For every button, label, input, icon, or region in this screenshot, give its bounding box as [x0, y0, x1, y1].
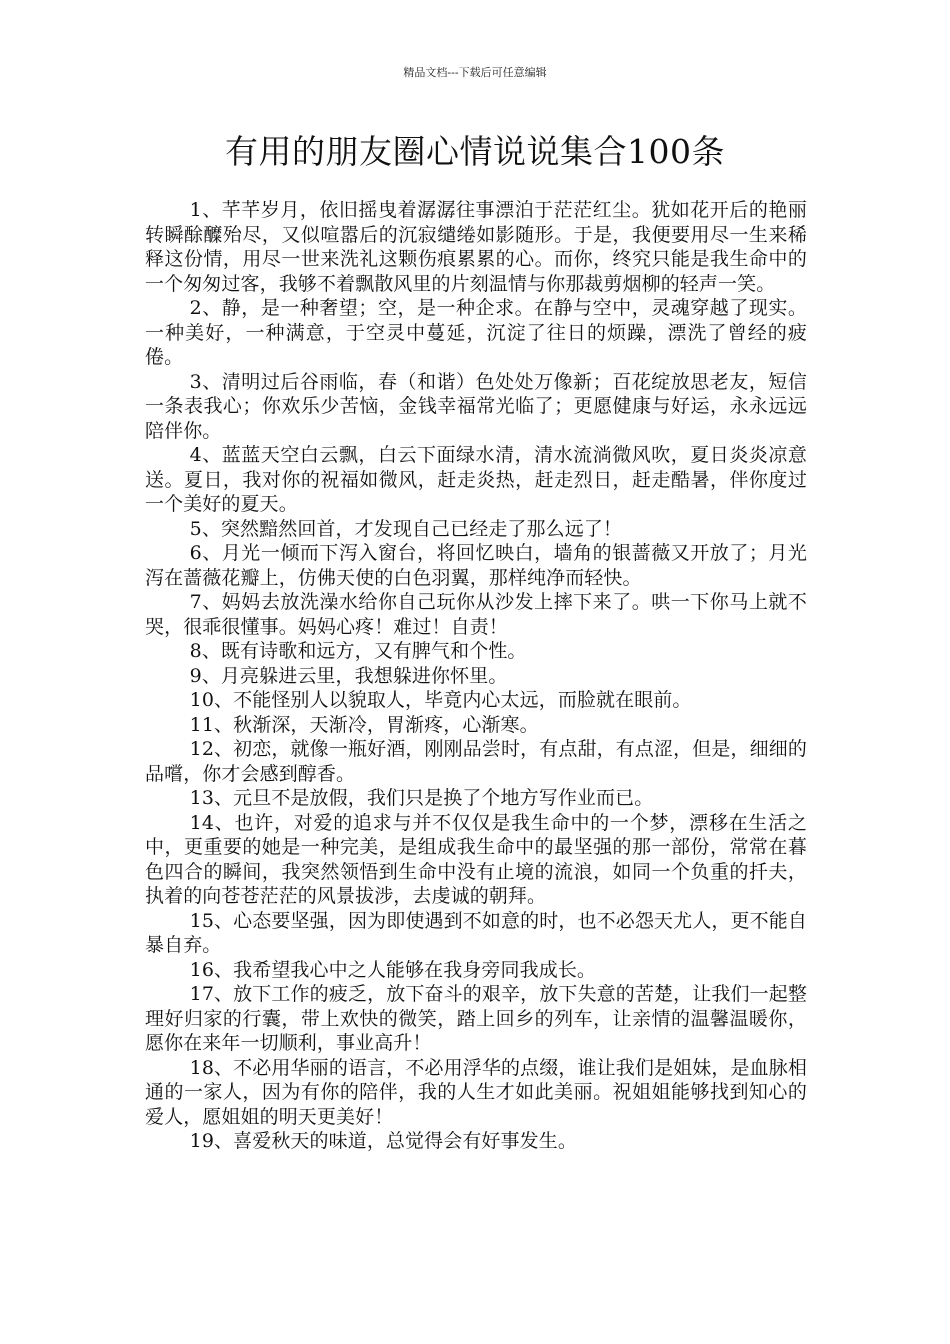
paragraph-8: 8、既有诗歌和远方，又有脾气和个性。	[189, 640, 527, 662]
page-header: 精品文档---下载后可任意编辑	[403, 66, 547, 79]
paragraph-7: 7、妈妈去放洗澡水给你自己玩你从沙发上摔下来了。哄一下你马上就不哭，很乖很懂事。妈妈心疼！难过！自责！	[145, 591, 807, 638]
paragraph-11: 11、秋渐深，天渐冷，胃渐疼，心渐寒。	[189, 713, 539, 736]
paragraph-6: 6、月光一倾而下泻入窗台，将回忆映白，墙角的银蔷薇又开放了；月光泻在蔷薇花瓣上，仿佛天使的白色羽翼，那样纯净而轻快。	[145, 542, 807, 589]
paragraph-10: 10、不能怪别人以貌取人，毕竟内心太远，而脸就在眼前。	[189, 689, 692, 711]
paragraph-4: 4、蓝蓝天空白云飘，白云下面绿水清，清水流淌微风吹，夏日炎炎凉意送。夏日，我对你的祝福如微风，赶走炎热，赶走烈日，赶走酷暑，伴你度过一个美好的夏天。	[145, 444, 807, 515]
paragraph-3: 3、清明过后谷雨临，春（和谐）色处处万像新；百花绽放思老友，短信一条表我心；你欢乐少苦恼，金钱幸福常光临了；更愿健康与好运，永永远远陪伴你。	[145, 370, 807, 442]
paragraph-1: 1、芊芊岁月，依旧摇曳着潺潺往事漂泊于茫茫红尘。犹如花开后的艳丽转瞬酴醾殆尽，又似喧嚣后的沉寂缱绻如影随形。于是，我便要用尽一生来稀释这份情，用尽一世来洗礼这颗伤痕累累的心。而你，终究只能是我生命中的一个匆匆过客，我够不着飘散风里的片刻温情与你那裁剪烟柳的轻声一笑。	[145, 199, 807, 295]
document-body	[145, 198, 807, 1154]
paragraph-2: 2、静，是一种奢望；空，是一种企求。在静与空中，灵魂穿越了现实。一种美好，一种满意，于空灵中蔓延，沉淀了往日的烦躁，漂洗了曾经的疲倦。	[145, 297, 807, 368]
paragraph-5: 5、突然黯然回首，才发现自己已经走了那么远了！	[189, 517, 623, 540]
paragraph-16: 16、我希望我心中之人能够在我身旁同我成长。	[189, 958, 597, 981]
paragraph-14: 14、也许，对爱的追求与并不仅仅是我生命中的一个梦，漂移在生活之中，更重要的她是一种完美，是组成我生命中的最坚强的那一部份，常常在暮色四合的瞬间，我突然领悟到生命中没有止境的流浪，如同一个负重的扦夫，执着的向苍苍茫茫的风景拔涉，去虔诚的朝拜。	[145, 811, 807, 907]
paragraph-13: 13、元旦不是放假，我们只是换了个地方写作业而已。	[189, 787, 654, 809]
paragraph-15: 15、心态要坚强，因为即使遇到不如意的时，也不必怨天尤人，更不能自暴自弃。	[145, 909, 807, 956]
document-title: 有用的朋友圈心情说说集合100条	[225, 132, 725, 171]
paragraph-19: 19、喜爱秋天的味道，总觉得会有好事发生。	[189, 1130, 577, 1152]
paragraph-12: 12、初恋，就像一瓶好酒，刚刚品尝时，有点甜，有点涩，但是，细细的品嚐，你才会感到醇香。	[145, 738, 807, 785]
paragraph-18: 18、不必用华丽的语言，不必用浮华的点缀，谁让我们是姐妹，是血脉相通的一家人，因为有你的陪伴，我的人生才如此美丽。祝姐姐能够找到知心的爱人，愿姐姐的明天更美好！	[145, 1056, 807, 1128]
paragraph-9: 9、月亮躲进云里，我想躲进你怀里。	[189, 664, 508, 687]
paragraph-17: 17、放下工作的疲乏，放下奋斗的艰辛，放下失意的苦楚，让我们一起整理好归家的行囊，带上欢快的微笑，踏上回乡的列车，让亲情的温馨温暖你，愿你在来年一切顺利，事业高升！	[145, 983, 807, 1054]
